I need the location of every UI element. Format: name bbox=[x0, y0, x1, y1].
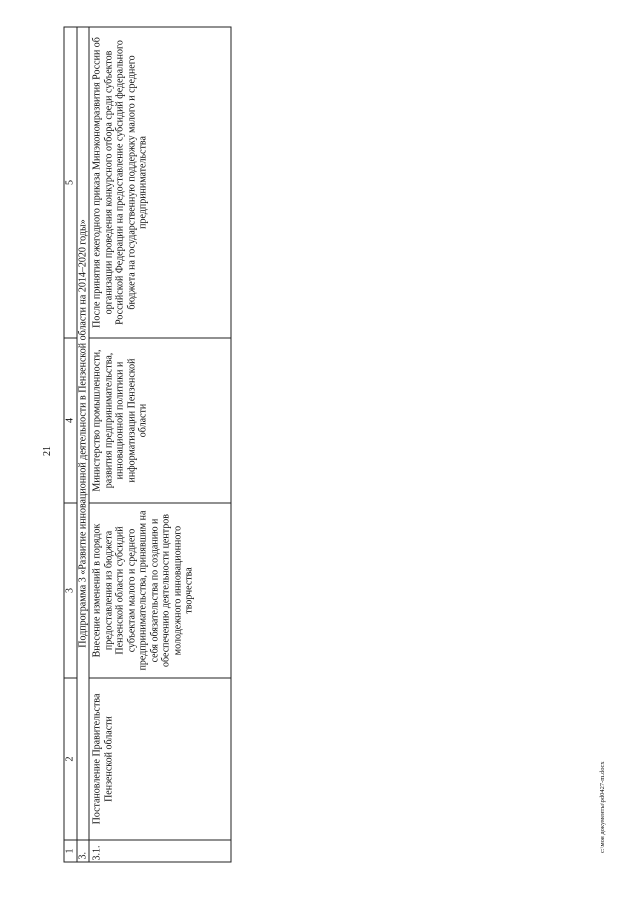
header-col-1: 1 bbox=[64, 840, 77, 862]
header-col-2: 2 bbox=[64, 678, 77, 840]
table-row bbox=[89, 27, 231, 862]
section-title: Подпрограмма 3 «Развитие инновационной деятельности в Пензенской области на 2014–2020 годы» bbox=[77, 27, 89, 840]
row-number: 3.1. bbox=[89, 840, 231, 862]
section-row bbox=[77, 27, 89, 862]
header-col-5: 5 bbox=[64, 27, 77, 338]
row-content: Внесение изменений в порядок предоставления из бюджета Пензенской области субсидий субъектам малого и среднего предпринимательства, принявшим на себя обязательства по созданию и обеспечению деятельности центров молодежного инновационного творчества bbox=[89, 503, 231, 678]
measures-table bbox=[64, 26, 232, 862]
row-document: Постановление Правительства Пензенской области bbox=[89, 678, 231, 840]
section-number: 3. bbox=[77, 840, 89, 862]
page-number: 21 bbox=[42, 446, 53, 456]
row-deadline: После принятия ежегодного приказа Минэкономразвития России об организации проведения конкурсного отбора среди субъектов Российской Федерации на предоставление субсидий федерального бюджета на государственную поддержку малого и среднего предпринимательства bbox=[89, 27, 231, 338]
rotated-table-wrapper bbox=[64, 27, 232, 862]
row-responsible: Министерство промышленности, развития предпринимательства, инновационной политики и информатизации Пензенской области bbox=[89, 338, 231, 503]
footer-file-path: c:\моя документы\pd0427-m.docx bbox=[599, 761, 606, 853]
header-row bbox=[64, 27, 77, 862]
header-col-4: 4 bbox=[64, 338, 77, 503]
header-col-3: 3 bbox=[64, 503, 77, 678]
